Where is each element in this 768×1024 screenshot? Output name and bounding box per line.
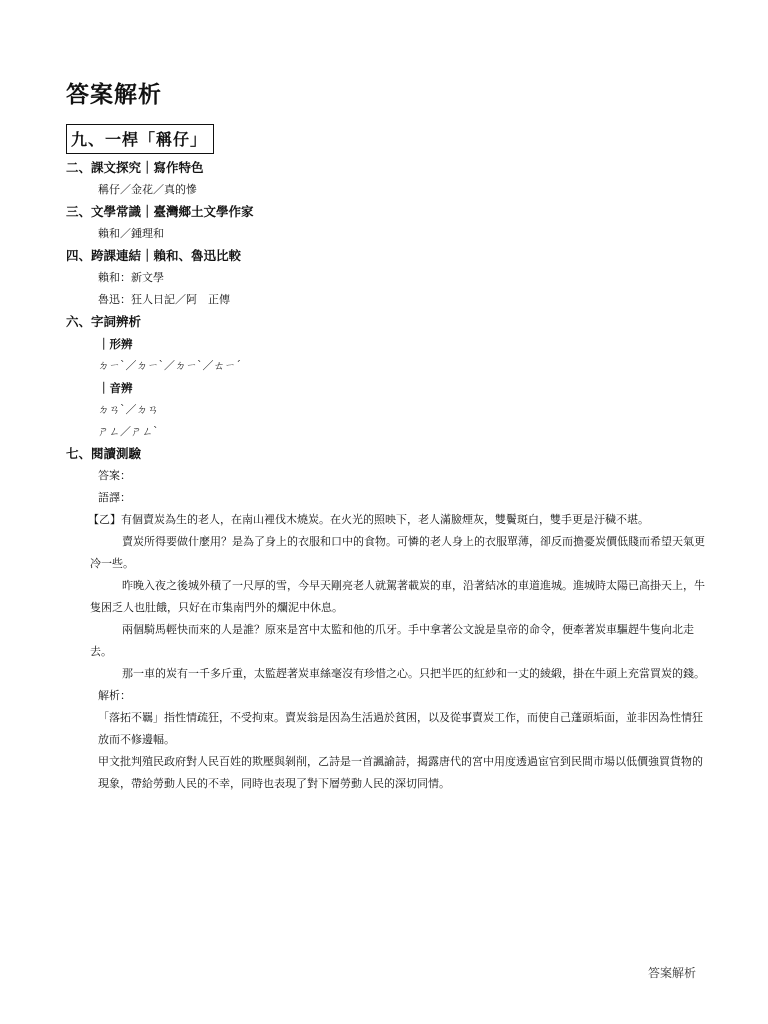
lesson-title-box: 九、一桿「稱仔」 [66,124,214,154]
answer-line: 稱仔／金花／真的慘 [98,183,197,196]
section-heading-word-analysis: 六、字詞辨析 [66,314,142,329]
translation-label: 語譯： [98,491,131,504]
answer-label: 答案： [98,469,131,482]
section-heading-reading-test: 七、閱讀測驗 [66,446,142,461]
section-heading-writing-features: 二、課文探究｜寫作特色 [66,160,204,175]
analysis-paragraph: 甲文批判殖民政府對人民百姓的欺壓與剝削，乙詩是一首諷諭詩，揭露唐代的宮中用度透過宦官到民間市場以低價強買貨物的現象，帶給勞動人民的不幸，同時也表現了對下層勞動人民的深切同情。 [98,755,703,790]
translation-paragraph: 兩個騎馬輕快而來的人是誰？原來是宮中太監和他的爪牙。手中拿著公文說是皇帝的命令，便牽著炭車驅趕牛隻向北走去。 [90,623,694,658]
subheading-form-distinction: ｜形辨 [98,337,133,351]
answer-line: 魯迅：狂人日記／阿 正傳 [98,293,230,306]
analysis-label: 解析： [98,689,131,702]
answer-line: ㄉㄢˋ／ㄉㄢ [98,403,159,416]
page-footer: 答案解析 [648,966,697,980]
answer-line: ㄉㄧˋ／ㄉㄧˋ／ㄉㄧˋ／ㄊㄧˊ [98,359,241,372]
analysis-paragraph: 「落拓不羈」指性情疏狂，不受拘束。賣炭翁是因為生活過於貧困，以及從事賣炭工作，而使自己蓬頭垢面，並非因為性情狂放而不修邊幅。 [98,711,703,746]
translation-paragraph: 那一車的炭有一千多斤重，太監趕著炭車絲毫沒有珍惜之心。只把半匹的紅紗和一丈的綾緞，掛在牛頭上充當買炭的錢。 [122,667,705,680]
translation-paragraph: 賣炭所得要做什麼用？是為了身上的衣服和口中的食物。可憐的老人身上的衣服單薄，卻反而擔憂炭價低賤而希望天氣更冷一些。 [90,535,705,570]
page-title: 答案解析 [66,82,162,108]
answer-line: 賴和：新文學 [98,271,164,284]
answer-line: 賴和／鍾理和 [98,227,164,240]
section-heading-cross-lesson: 四、跨課連結｜賴和、魯迅比較 [66,248,242,263]
content-body [66,157,706,795]
section-heading-literary-knowledge: 三、文學常識｜臺灣鄉土文學作家 [66,204,254,219]
subheading-sound-distinction: ｜音辨 [98,381,133,395]
translation-paragraph: 昨晚入夜之後城外積了一尺厚的雪，今早天剛亮老人就駕著載炭的車，沿著結冰的車道進城。進城時太陽已高掛天上，牛隻困乏人也肚餓，只好在市集南門外的爛泥中休息。 [90,579,705,614]
translation-paragraph: 【乙】有個賣炭為生的老人，在南山裡伐木燒炭。在火光的照映下，老人滿臉煙灰，雙鬢斑白，雙手更是汙穢不堪。 [88,513,649,526]
answer-line: ㄕㄥ／ㄕㄥˋ [98,425,159,438]
